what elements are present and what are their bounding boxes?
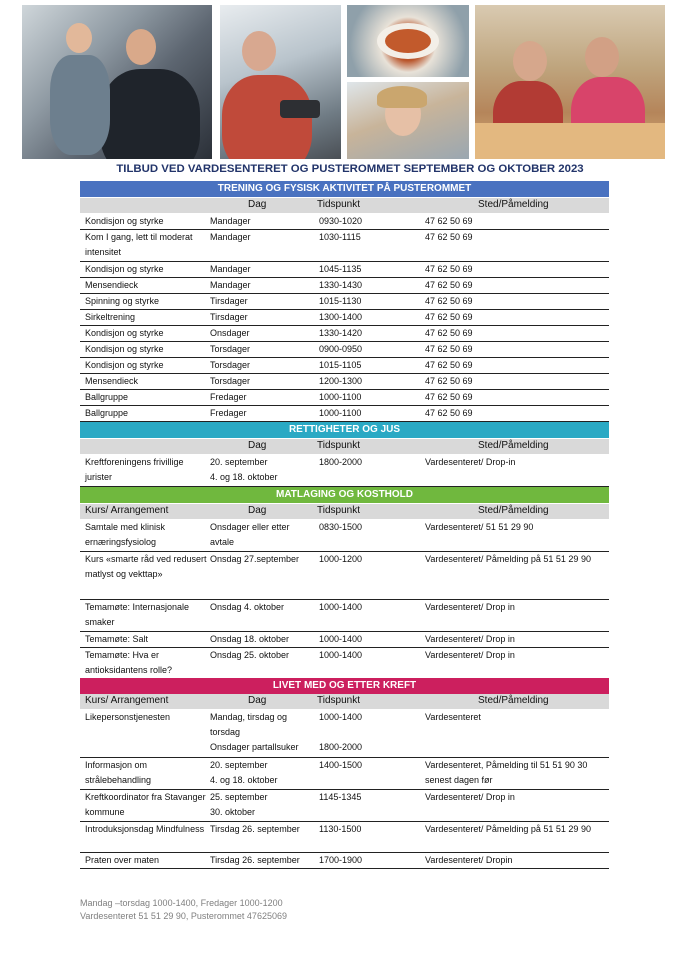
table-row	[80, 374, 609, 390]
table-row	[80, 230, 609, 262]
cell-activity: Samtale med klinisk ernæringsfysiolog	[85, 522, 166, 547]
cell-time: 1045-1135	[319, 264, 362, 274]
section-title-food: MATLAGING OG KOSTHOLD	[80, 487, 609, 503]
cell-activity: Kondisjon og styrke	[85, 216, 164, 226]
cell-activity: Mensendieck	[85, 280, 139, 290]
cell-day: Fredager	[210, 408, 247, 418]
table-header	[80, 198, 609, 213]
cell-activity: Praten over maten	[85, 855, 160, 865]
cell-location: Vardesenteret/ 51 51 29 90	[425, 522, 534, 532]
cell-time: 1130-1500	[319, 824, 362, 834]
photo-smiling-woman	[347, 82, 469, 159]
cell-time: 0830-1500	[319, 522, 363, 532]
header-cell-location: Sted/Påmelding	[478, 695, 549, 706]
table-row	[80, 358, 609, 374]
cell-location: Vardesenteret/ Påmelding på 51 51 29 90	[425, 554, 591, 564]
photo-two-women-at-table	[475, 5, 665, 159]
cell-time: 1330-1430	[319, 280, 363, 290]
cell-location: Vardesenteret, Påmelding til 51 51 90 30 senest dagen før	[425, 760, 588, 785]
cell-activity: Mensendieck	[85, 376, 139, 386]
table-header	[80, 439, 609, 454]
cell-day: Onsdag 27.september	[210, 554, 300, 564]
cell-activity: Kondisjon og styrke	[85, 328, 164, 338]
table-row	[80, 214, 609, 230]
cell-time: 1000-1400	[319, 602, 363, 612]
cell-location: 47 62 50 69	[425, 264, 473, 274]
header-cell-location: Sted/Påmelding	[478, 199, 549, 210]
header-cell-time: Tidspunkt	[317, 505, 360, 516]
header-cell-day: Dag	[248, 505, 267, 516]
cell-location: Vardesenteret/ Drop in	[425, 792, 515, 802]
photo-man-with-headphones	[220, 5, 341, 159]
cell-location: 47 62 50 69	[425, 280, 473, 290]
cell-activity: Kondisjon og styrke	[85, 344, 164, 354]
cell-day: Onsdag 18. oktober	[210, 634, 290, 644]
cell-location: 47 62 50 69	[425, 376, 473, 386]
header-cell-activity: Kurs/ Arrangement	[85, 505, 169, 516]
cell-day: Mandager	[210, 280, 251, 290]
cell-time: 1030-1115	[319, 232, 361, 242]
cell-location: Vardesenteret/ Drop in	[425, 602, 515, 612]
cell-day: Torsdager	[210, 344, 251, 354]
cell-activity: Kreftforeningens frivillige jurister	[85, 457, 184, 482]
table-row	[80, 455, 609, 487]
cell-day: Torsdager	[210, 376, 251, 386]
table-row	[80, 853, 609, 869]
cell-location: 47 62 50 69	[425, 296, 473, 306]
page-title: TILBUD VED VARDESENTERET OG PUSTEROMMET SEPTEMBER OG OKTOBER 2023	[116, 163, 584, 175]
cell-time: 1400-1500	[319, 760, 363, 770]
cell-time: 1145-1345	[319, 792, 362, 802]
cell-activity: Temamøte: Hva er antioksidantens rolle?	[85, 650, 173, 675]
cell-day: 20. september 4. og 18. oktober	[210, 760, 278, 785]
cell-activity: Temamøte: Internasjonale smaker	[85, 602, 190, 627]
table-row	[80, 600, 609, 632]
table-row	[80, 406, 609, 422]
header-cell-time: Tidspunkt	[317, 199, 360, 210]
cell-day: Mandager	[210, 216, 251, 226]
cell-time: 1000-1200	[319, 554, 363, 564]
cell-day: 25. september 30. oktober	[210, 792, 268, 817]
cell-location: 47 62 50 69	[425, 360, 473, 370]
cell-day: Onsdag 25. oktober	[210, 650, 290, 660]
header-cell-time: Tidspunkt	[317, 695, 360, 706]
cell-day: Onsdager eller etter avtale	[210, 522, 290, 547]
cell-time: 1700-1900	[319, 855, 363, 865]
cell-time: 1000-1100	[319, 408, 362, 418]
section-title-training: TRENING OG FYSISK AKTIVITET PÅ PUSTEROMMET	[80, 181, 609, 197]
table-row	[80, 648, 609, 680]
table-row	[80, 822, 609, 853]
table-row	[80, 758, 609, 790]
cell-day: Tirsdager	[210, 312, 248, 322]
cell-time: 1015-1130	[319, 296, 362, 306]
section-title-rights: RETTIGHETER OG JUS	[80, 422, 609, 438]
cell-time: 1330-1420	[319, 328, 363, 338]
cell-location: Vardesenteret/ Drop-in	[425, 457, 516, 467]
cell-location: Vardesenteret/ Dropin	[425, 855, 513, 865]
cell-location: 47 62 50 69	[425, 232, 473, 242]
table-row	[80, 294, 609, 310]
cell-time: 1000-1400	[319, 650, 363, 660]
cell-day: Mandager	[210, 264, 251, 274]
cell-time: 1200-1300	[319, 376, 363, 386]
cell-time: 1000-1400	[319, 634, 363, 644]
cell-time: 0900-0950	[319, 344, 363, 354]
header-cell-location: Sted/Påmelding	[478, 505, 549, 516]
table-row	[80, 262, 609, 278]
table-header	[80, 504, 609, 519]
cell-activity: Ballgruppe	[85, 392, 129, 402]
cell-day: Mandag, tirsdag og torsdag Onsdager partallsuker	[210, 712, 299, 752]
cell-time: 1800-2000	[319, 457, 363, 467]
table-row	[80, 342, 609, 358]
table-row	[80, 278, 609, 294]
opening-hours-text: Mandag –torsdag 1000-1400, Fredager 1000-1200	[80, 898, 283, 908]
cell-location: 47 62 50 69	[425, 408, 473, 418]
table-row	[80, 552, 609, 600]
cell-activity: Introduksjonsdag Mindfulness	[85, 824, 205, 834]
cell-time: 1000-1100	[319, 392, 362, 402]
cell-activity: Sirkeltrening	[85, 312, 136, 322]
cell-activity: Ballgruppe	[85, 408, 129, 418]
cell-activity: Kurs «smarte råd ved redusert matlyst og vekttap»	[85, 554, 207, 579]
cell-activity: Temamøte: Salt	[85, 634, 149, 644]
cell-day: Onsdag 4. oktober	[210, 602, 285, 612]
cell-day: Tirsdag 26. september	[210, 824, 300, 834]
cell-day: Fredager	[210, 392, 247, 402]
cell-activity: Likepersonstjenesten	[85, 712, 171, 722]
table-row	[80, 390, 609, 406]
cell-location: 47 62 50 69	[425, 392, 473, 402]
header-cell-time: Tidspunkt	[317, 440, 360, 451]
table-row	[80, 310, 609, 326]
cell-location: Vardesenteret	[425, 712, 481, 722]
cell-day: Torsdager	[210, 360, 251, 370]
cell-location: 47 62 50 69	[425, 312, 473, 322]
header-cell-activity: Kurs/ Arrangement	[85, 695, 169, 706]
cell-activity: Kondisjon og styrke	[85, 264, 164, 274]
header-cell-day: Dag	[248, 199, 267, 210]
cell-day: Tirsdager	[210, 296, 248, 306]
table-row	[80, 710, 609, 758]
header-photo-collage	[22, 5, 665, 159]
cell-activity: Informasjon om strålebehandling	[85, 760, 152, 785]
cell-day: 20. september 4. og 18. oktober	[210, 457, 278, 482]
photo-man-with-child	[22, 5, 212, 159]
cell-activity: Kondisjon og styrke	[85, 360, 164, 370]
photo-soup-bowl	[347, 5, 469, 77]
table-row	[80, 790, 609, 822]
cell-location: Vardesenteret/ Drop in	[425, 634, 515, 644]
cell-location: 47 62 50 69	[425, 344, 473, 354]
cell-time: 1015-1105	[319, 360, 362, 370]
contact-phones-text: Vardesenteret 51 51 29 90, Pusterommet 47625069	[80, 911, 287, 921]
cell-location: 47 62 50 69	[425, 328, 473, 338]
cell-activity: Spinning og styrke	[85, 296, 160, 306]
cell-day: Mandager	[210, 232, 251, 242]
cell-day: Tirsdag 26. september	[210, 855, 300, 865]
cell-time: 1300-1400	[319, 312, 363, 322]
header-cell-day: Dag	[248, 440, 267, 451]
table-row	[80, 326, 609, 342]
header-cell-location: Sted/Påmelding	[478, 440, 549, 451]
cell-activity: Kreftkoordinator fra Stavanger kommune	[85, 792, 206, 817]
cell-location: Vardesenteret/ Drop in	[425, 650, 515, 660]
table-row	[80, 632, 609, 648]
section-title-life: LIVET MED OG ETTER KREFT	[80, 678, 609, 694]
header-cell-day: Dag	[248, 695, 267, 706]
table-header	[80, 694, 609, 709]
cell-day: Onsdager	[210, 328, 250, 338]
table-row	[80, 520, 609, 552]
cell-activity: Kom I gang, lett til moderat intensitet	[85, 232, 193, 257]
cell-time: 0930-1020	[319, 216, 363, 226]
cell-location: 47 62 50 69	[425, 216, 473, 226]
cell-location: Vardesenteret/ Påmelding på 51 51 29 90	[425, 824, 591, 834]
cell-time: 1000-1400 1800-2000	[319, 712, 363, 752]
